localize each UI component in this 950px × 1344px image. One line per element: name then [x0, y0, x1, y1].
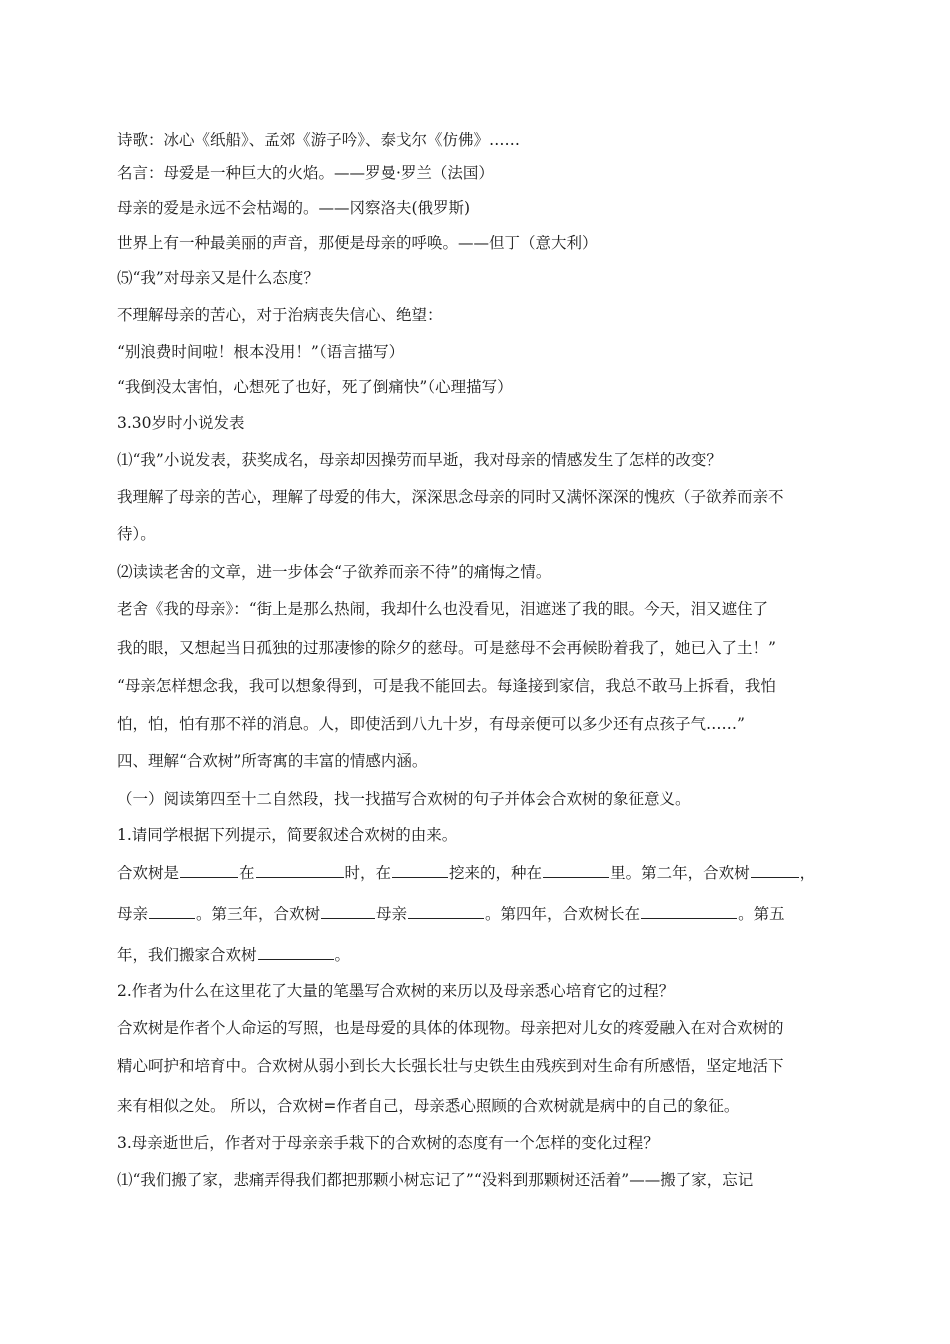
- section-3-heading: 3.30岁时小说发表: [117, 414, 245, 432]
- blank-second-year-mother[interactable]: [149, 902, 195, 919]
- laoshe-quote-line-4: 怕，怕，怕有那不祥的消息。人，即使活到八九十岁，有母亲便可以多少还有点孩子气……”: [117, 715, 745, 733]
- laoshe-quote-line-2: 我的眼，又想起当日孤独的过那凄惨的除夕的慈母。可是慈母不会再候盼着我了，她已入了土！”: [117, 639, 776, 657]
- task-2-answer-line-2: 精心呵护和培育中。合欢树从弱小到长大长强长壮与史铁生由残疾到对生命有所感悟，坚定地活下: [117, 1057, 784, 1075]
- task-1-prompt: 1.请同学根据下列提示，简要叙述合欢树的由来。: [117, 826, 458, 844]
- blank-where-planted[interactable]: [543, 861, 609, 878]
- subsection-1-heading: （一）阅读第四至十二自然段，找一找描写合欢树的句子并体会合欢树的象征意义。: [117, 790, 691, 808]
- fill-blank-line-3: 年，我们搬家合欢树 。: [117, 943, 350, 965]
- task-2-prompt: 2.作者为什么在这里花了大量的笔墨写合欢树的来历以及母亲悉心培育它的过程？: [117, 982, 675, 1000]
- blank-who[interactable]: [180, 861, 238, 878]
- blank-when[interactable]: [256, 861, 344, 878]
- task-2-answer-line-1: 合欢树是作者个人命运的写照，也是母爱的具体的体现物。母亲把对儿女的疼爱融入在对合欢树的: [117, 1019, 784, 1037]
- answer-5-psychology: “我倒没太害怕，心想死了也好，死了倒痛快”（心理描写）: [117, 378, 513, 396]
- quote-goncharov: 母亲的爱是永远不会枯竭的。——冈察洛夫(俄罗斯): [117, 199, 471, 217]
- section-4-heading: 四、理解“合欢树”所寄寓的丰富的情感内涵。: [117, 752, 428, 770]
- blank-third-year-tree[interactable]: [321, 902, 375, 919]
- task-3-answer-1: ⑴“我们搬了家，悲痛弄得我们都把那颗小树忘记了”“没料到那颗树还活着”——搬了家，忘记: [117, 1171, 754, 1189]
- laoshe-quote-line-1: 老舍《我的母亲》：“街上是那么热闹，我却什么也没看见，泪遮迷了我的眼。今天，泪又遮住了: [117, 600, 769, 618]
- fill-blank-line-2: 母亲 。第三年，合欢树 母亲 。第四年，合欢树长在 。第五: [117, 902, 785, 924]
- answer-5-intro: 不理解母亲的苦心，对于治病丧失信心、绝望：: [117, 306, 443, 324]
- question-1: ⑴“我”小说发表，获奖成名，母亲却因操劳而早逝，我对母亲的情感发生了怎样的改变？: [117, 451, 722, 469]
- poems-line: 诗歌：冰心《纸船》、孟郊《游子吟》、泰戈尔《仿佛》……: [117, 131, 521, 149]
- task-3-prompt: 3.母亲逝世后，作者对于母亲亲手栽下的合欢树的态度有一个怎样的变化过程？: [117, 1134, 659, 1152]
- laoshe-quote-line-3: “母亲怎样想念我，我可以想象得到，可是我不能回去。每逢接到家信，我总不敢马上拆看，我怕: [117, 677, 776, 695]
- question-5: ⑸“我”对母亲又是什么态度？: [117, 269, 319, 287]
- blank-moving-tree[interactable]: [258, 943, 334, 960]
- question-2: ⑵读读老舍的文章，进一步体会“子欲养而亲不待”的痛悔之情。: [117, 563, 552, 581]
- blank-third-year-mother[interactable]: [408, 902, 484, 919]
- blank-fourth-year[interactable]: [641, 902, 737, 919]
- quote-romain-rolland: 名言：母爱是一种巨大的火焰。——罗曼·罗兰（法国）: [117, 164, 494, 182]
- quote-dante: 世界上有一种最美丽的声音，那便是母亲的呼唤。——但丁（意大利）: [117, 234, 598, 252]
- fill-blank-line-1: 合欢树是 在 时，在 挖来的，种在 里。第二年，合欢树 ，: [117, 861, 815, 883]
- blank-where-dug[interactable]: [392, 861, 448, 878]
- answer-5-speech: “别浪费时间啦！根本没用！”（语言描写）: [117, 343, 405, 361]
- blank-second-year-tree[interactable]: [751, 861, 799, 878]
- answer-1-line-2: 待）。: [117, 525, 156, 543]
- task-2-answer-line-3: 来有相似之处。 所以，合欢树=作者自己，母亲悉心照顾的合欢树就是病中的自己的象征。: [117, 1097, 740, 1115]
- answer-1-line-1: 我理解了母亲的苦心，理解了母爱的伟大，深深思念母亲的同时又满怀深深的愧疚（子欲养而亲不: [117, 488, 784, 506]
